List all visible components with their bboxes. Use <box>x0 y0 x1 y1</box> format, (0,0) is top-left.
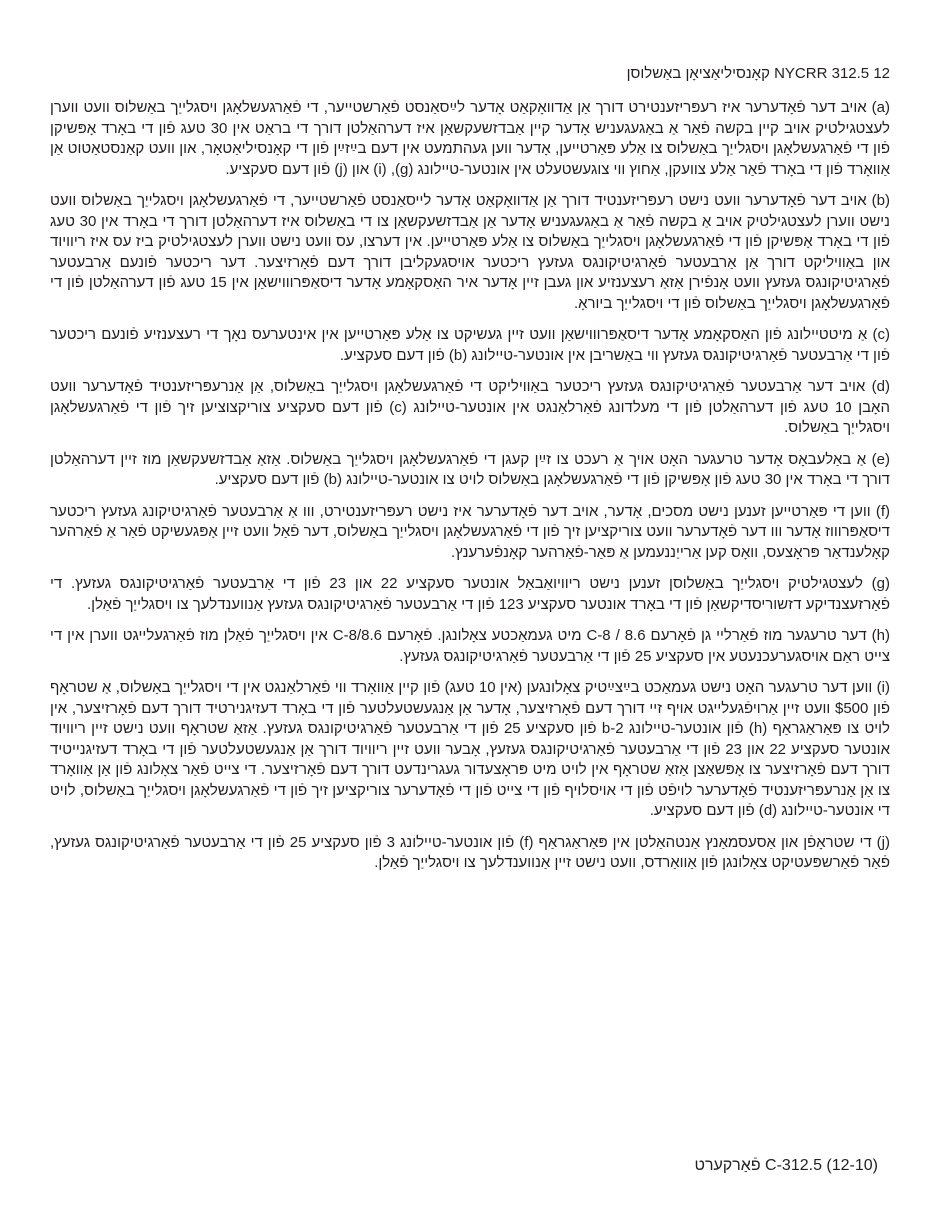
document-title: 12 NYCRR 312.5 קאָנסיליאַציאָן באַשלוסן <box>626 65 890 82</box>
paragraph-j: (j) די שטראָפֿן און אַסעסמאַנץ אַנטהאַלטן אין פּאַראַגראַף (f) פֿון אונטער-טיילונג 3 פֿון סעקציע 25 פֿון די אַרבעטער פֿאַרגיטיקונגס געזעץ, פֿאַר פֿאַרשפּעטיקט צאָלונגן פֿון אַוואַרדס, וועט נישט זיין אַנווענדלעך צו ויסגלייַך פֿאַלן. <box>50 833 891 871</box>
document-page <box>50 64 890 885</box>
paragraph-f: (f) ווען די פּאַרטייען זענען נישט מסכים, אָדער, אויב דער פֿאָדערער איז נישט רעפּריזענטירט, ווו אַ אַרבעטער פֿאַרגיטיקונג געזעץ ריכטער דיסאַפּרוווז אָדער ווו דער פֿאָדערער וועט צוריקציען זיך פֿון די פֿאַרגעשלאָגן ויסגלייַך באַשלוס, דער פֿאַל וועט זיין אָפּגעשיקט פֿאַר אַ פֿאַרהער קאָלענדאַר פּראָצעס, וואָס קען אַרייַננעמען אַ פּאַר-פֿאַרהער קאָנפֿערענץ. <box>50 502 890 561</box>
paragraph-d: (d) אויב דער אַרבעטער פֿאַרגיטיקונגס געזעץ ריכטער באַוויליקט די פֿאַרגעשלאָגן ויסגלייַך באַשלוס, אַן אַנרעפּריזענטיד פֿאָדערער וועט האָבן 10 טעג פֿון דערהאַלטן פֿון די מעלדונג פֿאַרלאַנגט אין אונטער-טיילונג (c) פֿון דעם סעקציע צוריקצוציען זיך פֿון די פֿאַרגעשלאָגן ויסגלייַך באַשלוס. <box>50 378 890 436</box>
paragraph-e: (e) אַ באַלעבאָס אָדער טרעגער האָט אויך אַ רעכט צו זײַן קעגן די פֿאַרגעשלאָגן ויסגלייַך באַשלוס. אַזאַ אַבדזשעקשאַן מוז זיין דערהאַלטן דורך די באָרד אין 30 טעג פֿון אָפּשיקן פֿון די פֿאַרגעשלאָגן באַשלוס לויט צו אונטער-טיילונג (b) פֿון דעם סעקציע. <box>50 450 890 488</box>
paragraph-c: (c) אַ מיטטיילונג פֿון האַסקאָמע אָדער דיסאַפּרוווישאַן וועט זיין געשיקט צו אַלע פּאַרטייען אין אינטערעס נאָך די רעצענזיע פֿונעם ריכטער פֿון די אַרבעטער פֿאַרגיטיקונגס געזעץ ווי באַשריבן אין אונטער-טיילונג (b) פֿון דעם סעקציע. <box>50 326 890 364</box>
paragraph-h: (h) דער טרעגער מוז פֿאַרליי גן פֿאָרעם C-8 / 8.6 מיט געמאַכטע צאָלונגן. פֿאָרעם C-8/8.6 אין ויסגלייַך פֿאַלן מוז פֿאַרגעלייגט ווערן אין די צייט ראַם אויסגערעכנעטע אין סעקציע 25 פֿון די אַרבעטער פֿאַרגיטיקונגס געזעץ. <box>50 627 891 665</box>
form-footer: C-312.5 (12-10) פֿאַרקערט <box>694 1157 878 1174</box>
paragraph-a: (a) אויב דער פֿאָדערער איז רעפּריזענטירט דורך אַן אַדוואָקאַט אָדער לײַסאַנסט פֿאַרשטייער, די פֿאַרגעשלאָגן ויסגלייַך באַשלוס וועט ווערן לעצטגילטיק אויב קיין בקשה פֿאַר אַ באַגעגעניש אָדער קיין אַבדזשעקשאַן איז דערהאַלטן דורך די בראַט אין 30 טעג פֿון די באָרד אָפּשיקן פֿון די פֿאַרגעשלאָגן ויסגלייַך באַשלוס צו אַלע פּאַרטייען, אָדער ווען געהתמעט אין דעם בײַזײַן פֿון די קאָנסיליאַטאָר, און וועט קאַנסטאַטוט אַן אַוואָרד פֿון די באָרד פֿאַר אַלע צוועקן, אַחוץ ווי צוגעשטעלט אין אונטער-טיילונג (g), (i) און (j) פֿון דעם סעקציע. <box>50 99 890 178</box>
paragraph-g: (g) לעצטגילטיק ויסגלייַך באַשלוסן זענען נישט ריוויואַבאַל אונטער סעקציע 22 און 23 פֿון די אַרבעטער פֿאַרגיטיקונגס געזעץ. די פֿאַרזעצנדיקע דזשוריסדיקשאַן פֿון די באָרד אונטער סעקציע 123 פֿון די אַרבעטער פֿאַרגיטיקונגס געזעץ אַנווענדלעך צו ויסגלייַך פֿאַלן. <box>50 575 891 613</box>
paragraph-b: (b) אויב דער פֿאָדערער וועט נישט רעפּריזענטיד דורך אַן אַדוואָקאַט אָדער לייסאַנסט פֿאַרשטייער, די פֿאַרגעשלאָגן ויסגלייַך באַשלוס וועט נישט ווערן לעצטגילטיק אויב אַ בקשה פֿאַר אַ באַגעגעניש אָדער אַן אַבדזשעקשאַן צו די באַשלוס איז דערהאַלטן דורך די באָרד אין 30 טעג פֿון די באָרד אָפּשיקן פֿון די פֿאַרגעשלאָגן ויסגלייַך באַשלוס צו אַלע פּאַרטייען. אין דערצו, עס וועט נישט ווערן לעצטגילטיק ביז עס איז ריוויוד און באַוויליקט דורך אַן אַרבעטער פֿאַרגיטיקונגס געזעץ ריכטער אויסגעקליבן דורך דעם פֿאָרזיצער. דער ריכטער פֿונעם אַרבעטער פֿאַרגיטיקונגס געזעץ וועט אָנפֿירן אַזאַ רעצענזיע און געבן זיין אָדער איר האַסקאָמע אָדער דיסאַפּרוווישאַן אין 15 טעג פֿון דערהאַלטן פֿון די פֿאַרגעשלאָגן ויסגלייַך באַשלוס פֿון די ויסגלייַך ביוראָ. <box>50 192 891 312</box>
paragraph-i: (i) ווען דער טרעגער האָט נישט געמאַכט בײַצײַטיק צאָלונגען (אין 10 טעג) פֿון קיין אַוואָרד ווי פֿאַרלאַנגט אין די ויסגלייַך באַשלוס, אַ שטראָף פֿון $500 וועט זיין אַרויפֿגעלייגט אויף זיי דורך דעם פֿאָרזיצער, אָדער אַן אַנגעשטעלטער פֿון די באָרד דעזיגנירטיד דורך דעם פֿאָרזיצער, אין לויט צו פּאַראַגראַף (h) פֿון אונטער-טיילונג 2-b פֿון סעקציע 25 פֿון די אַרבעטער פֿאַרגיטיקונגס געזעץ. אַזאַ שטראָף וועט נישט זיין ריוויוד אונטער סעקציע 22 און 23 פֿון די אַרבעטער פֿאַרגיטיקונגס געזעץ, אָבער וועט זיין ריוויוד דורך אַן אַנגעשטעלטער פֿון די באָרד דעזיגנייטיד דורך דעם פֿאָרזיצער צו אָפּשאַצן אַזאַ שטראָף אין לויט מיט פּראָצעדור געגרינדעט דורך דעם פֿאָרזיצער. די צייט פֿאַר צאָלונג פֿון אַן אַוואָרד צו אַן אַנרעפּריזענטיד פֿאָדערער לויפֿט פֿון די אויסלויף פֿון די צייט פֿון די פֿאָדערער צוריקציען זיך פֿון די פֿאַרגעשלאָגן ויסגלייַך באַשלוס, לויט די אונטער-טיילונג (d) פֿון דעם סעקציע. <box>50 679 891 819</box>
